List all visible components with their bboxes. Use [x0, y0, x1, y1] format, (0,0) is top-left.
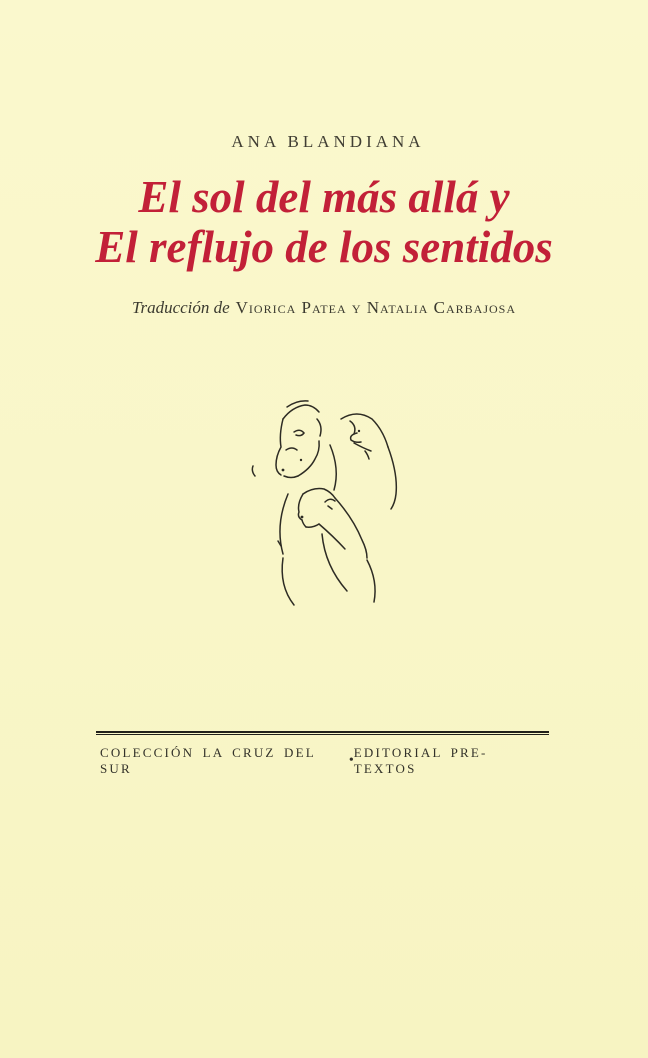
translation-credit [0, 298, 648, 318]
footer-rule [96, 731, 549, 735]
footer-bullet: • [348, 753, 354, 768]
translation-prefix: Traducción de [131, 298, 230, 317]
book-title [0, 172, 648, 272]
collection-name: COLECCIÓN LA CRUZ DEL SUR [100, 745, 316, 776]
title-line-1: El sol del más allá y [138, 172, 510, 222]
author-name: ANA BLANDIANA [231, 132, 425, 151]
horses-sketch-illustration [250, 390, 420, 620]
title-line-2: El reflujo de los sentidos [95, 222, 553, 272]
translator-names: Viorica Patea y Natalia Carbajosa [235, 298, 517, 317]
footer-text [96, 745, 549, 777]
publisher-name: EDITORIAL PRE-TEXTOS [353, 745, 488, 776]
